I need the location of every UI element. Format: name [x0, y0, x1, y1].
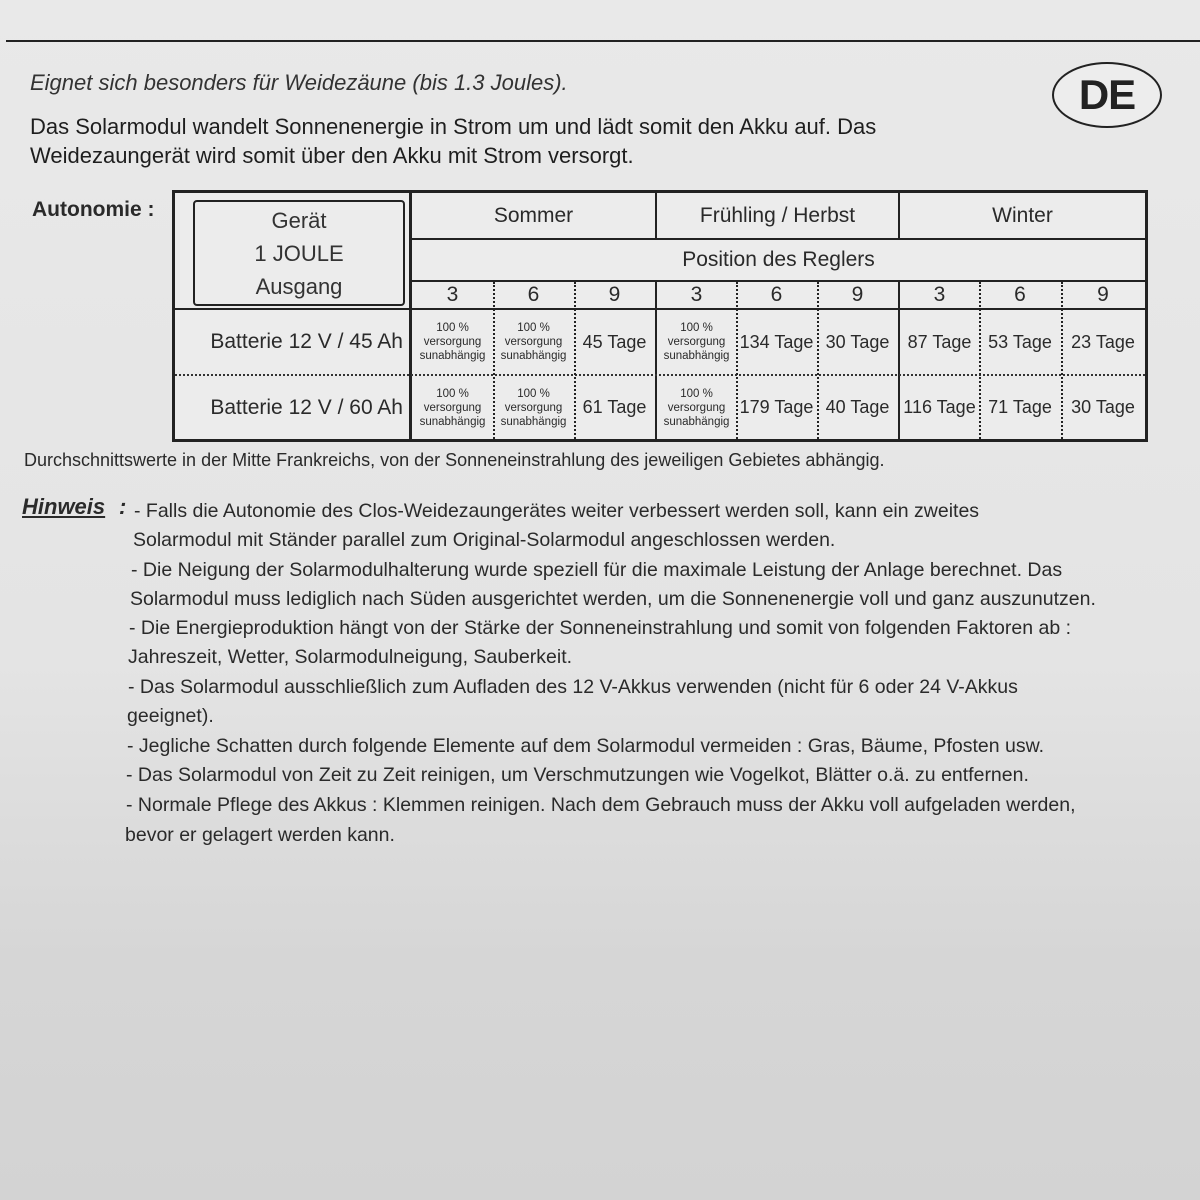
table-cell: 100 % versorgung sunabhängig [419, 322, 486, 362]
table-cell: 30 Tage [1071, 397, 1135, 417]
hinweis-label: Hinweis [22, 494, 106, 519]
table-cell: 71 Tage [988, 397, 1052, 417]
position-number: 6 [527, 283, 540, 306]
table-cell: 53 Tage [988, 331, 1052, 352]
table-cell: 179 Tage [739, 397, 814, 417]
battery-45ah-label: Batterie 12 V / 45 Ah [210, 330, 403, 353]
autonomy-label: Autonomie : [32, 198, 155, 221]
note-line: - Das Solarmodul von Zeit zu Zeit reinigen, um Verschmutzungen wie Vogelkot, Blätter o.ä. zu entfernen. [126, 764, 1029, 786]
note-line: Jahreszeit, Wetter, Solarmodulneigung, Sauberkeit. [128, 646, 573, 668]
season-header: Frühling / Herbst [699, 203, 856, 227]
note-line: - Normale Pflege des Akkus : Klemmen reinigen. Nach dem Gebrauch muss der Akku voll aufgeladen werden, [126, 794, 1076, 816]
table-cell: 100 % versorgung sunabhängig [500, 322, 567, 362]
note-line: - Falls die Autonomie des Clos-Weidezaungerätes weiter verbessert werden soll, kann ein zweites [134, 500, 980, 522]
table-cell: 61 Tage [582, 397, 647, 417]
table-cell: 100 % versorgung sunabhängig [663, 387, 730, 428]
intro-italic: Eignet sich besonders für Weidezäune (bis 1.3 Joules). [30, 70, 568, 95]
note-line: - Das Solarmodul ausschließlich zum Aufladen des 12 V-Akkus verwenden (nicht für 6 oder 24 V-Akkus [128, 676, 1018, 698]
battery-60ah-label: Batterie 12 V / 60 Ah [210, 395, 403, 419]
position-number: 9 [608, 283, 621, 306]
intro-text: Das Solarmodul wandelt Sonnenenergie in Strom um und lädt somit den Akku auf. Das Weidezaungerät wird somit über den Akku mit Strom versorgt. [30, 114, 877, 168]
position-number: 9 [851, 283, 864, 306]
table-cell: 100 % versorgung sunabhängig [500, 387, 567, 428]
language-badge: DE [1052, 62, 1162, 128]
position-number: 6 [770, 283, 783, 306]
note-line: Solarmodul mit Ständer parallel zum Original-Solarmodul angeschlossen werden. [133, 529, 836, 551]
hinweis-colon: : [119, 494, 127, 519]
device-header [193, 200, 405, 306]
table-cell: 23 Tage [1071, 331, 1135, 352]
position-number: 3 [690, 283, 703, 306]
note-line: - Jegliche Schatten durch folgende Elemente auf dem Solarmodul vermeiden : Gras, Bäume, Pfosten usw. [127, 735, 1044, 757]
table-cell: 40 Tage [825, 397, 890, 417]
table-cell: 116 Tage [903, 397, 976, 417]
position-label: Position des Reglers [682, 248, 875, 271]
note-line: - Die Energieproduktion hängt von der Stärke der Sonneneinstrahlung und somit von folgenden Faktoren ab : [129, 617, 1072, 639]
note-line: Solarmodul muss lediglich nach Süden ausgerichtet werden, um die Sonnenenergie voll und ganz auszunutzen. [130, 588, 1096, 610]
note-line: - Die Neigung der Solarmodulhalterung wurde speziell für die maximale Leistung der Anlage berechnet. Das [131, 559, 1063, 581]
position-number: 6 [1014, 283, 1026, 306]
table-cell: 100 % versorgung sunabhängig [419, 387, 486, 428]
season-header: Winter [992, 203, 1053, 227]
position-number: 3 [933, 283, 946, 306]
device-header-line1: Gerät [271, 207, 327, 233]
table-cell: 100 % versorgung sunabhängig [663, 322, 730, 362]
table-cell: 134 Tage [739, 331, 814, 352]
top-rule [6, 40, 1200, 42]
table-cell: 30 Tage [825, 331, 890, 352]
device-header-line3: Ausgang [255, 273, 343, 299]
table-footnote: Durchschnittswerte in der Mitte Frankreichs, von der Sonneneinstrahlung des jeweiligen Gebietes abhängig. [24, 450, 885, 470]
position-number: 3 [446, 283, 459, 306]
table-cell: 87 Tage [907, 331, 972, 352]
season-header: Sommer [493, 203, 574, 227]
device-header-line2: 1 JOULE [254, 240, 344, 266]
note-line: bevor er gelagert werden kann. [125, 824, 395, 846]
position-number: 9 [1097, 283, 1109, 306]
note-line: geeignet). [127, 705, 214, 727]
autonomy-table [172, 190, 1148, 442]
table-cell: 45 Tage [582, 331, 647, 352]
